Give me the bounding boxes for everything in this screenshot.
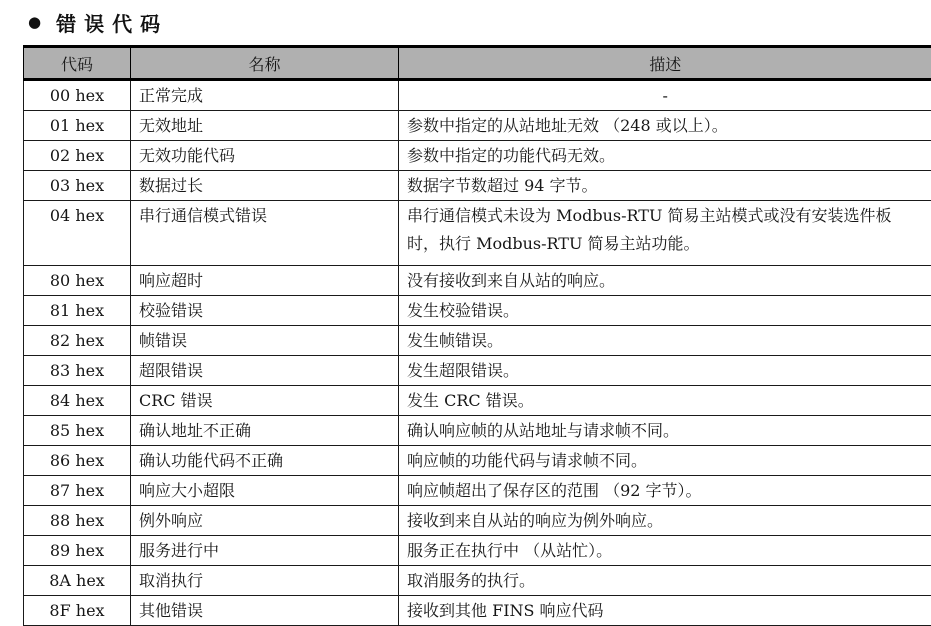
desc-cell: 发生 CRC 错误。 — [399, 386, 931, 416]
name-cell: 取消执行 — [131, 566, 399, 596]
name-cell: 正常完成 — [131, 80, 399, 111]
code-cell: 01 hex — [24, 111, 131, 141]
table-row — [24, 446, 931, 476]
table-row — [24, 476, 931, 506]
name-cell: 确认地址不正确 — [131, 416, 399, 446]
error-code-table — [23, 45, 931, 626]
desc-cell: 发生帧错误。 — [399, 326, 931, 356]
table-header — [24, 47, 931, 80]
name-cell: 数据过长 — [131, 171, 399, 201]
desc-cell: 数据字节数超过 94 字节。 — [399, 171, 931, 201]
header-name: 名称 — [131, 47, 399, 80]
code-cell: 80 hex — [24, 266, 131, 296]
name-cell: 响应超时 — [131, 266, 399, 296]
code-cell: 04 hex — [24, 201, 131, 266]
desc-cell: 串行通信模式未设为 Modbus-RTU 简易主站模式或没有安装选件板时，执行 Modbus-RTU 简易主站功能。 — [399, 201, 931, 266]
code-cell: 03 hex — [24, 171, 131, 201]
desc-cell: 响应帧的功能代码与请求帧不同。 — [399, 446, 931, 476]
table-row — [24, 596, 931, 626]
name-cell: 响应大小超限 — [131, 476, 399, 506]
desc-cell: 取消服务的执行。 — [399, 566, 931, 596]
header-code: 代码 — [24, 47, 131, 80]
bullet-icon: ● — [28, 15, 41, 30]
code-cell: 89 hex — [24, 536, 131, 566]
code-cell: 8F hex — [24, 596, 131, 626]
code-cell: 02 hex — [24, 141, 131, 171]
section-title — [28, 8, 168, 37]
desc-cell: - — [399, 80, 931, 111]
desc-cell: 发生校验错误。 — [399, 296, 931, 326]
table-row — [24, 141, 931, 171]
desc-cell: 确认响应帧的从站地址与请求帧不同。 — [399, 416, 931, 446]
page-title: 错误代码 — [56, 8, 168, 37]
table-row — [24, 536, 931, 566]
name-cell: 服务进行中 — [131, 536, 399, 566]
code-cell: 82 hex — [24, 326, 131, 356]
table-row — [24, 506, 931, 536]
code-cell: 00 hex — [24, 80, 131, 111]
name-cell: 其他错误 — [131, 596, 399, 626]
table-row — [24, 356, 931, 386]
code-cell: 86 hex — [24, 446, 131, 476]
name-cell: 无效地址 — [131, 111, 399, 141]
table-row — [24, 171, 931, 201]
table-row — [24, 326, 931, 356]
code-cell: 87 hex — [24, 476, 131, 506]
desc-cell: 接收到其他 FINS 响应代码 — [399, 596, 931, 626]
table-row — [24, 566, 931, 596]
name-cell: 确认功能代码不正确 — [131, 446, 399, 476]
desc-cell: 响应帧超出了保存区的范围 （92 字节）。 — [399, 476, 931, 506]
table-row — [24, 296, 931, 326]
desc-cell: 没有接收到来自从站的响应。 — [399, 266, 931, 296]
desc-cell: 服务正在执行中 （从站忙）。 — [399, 536, 931, 566]
table-row — [24, 416, 931, 446]
table-row — [24, 386, 931, 416]
code-cell: 84 hex — [24, 386, 131, 416]
name-cell: 无效功能代码 — [131, 141, 399, 171]
code-cell: 8A hex — [24, 566, 131, 596]
table-row — [24, 111, 931, 141]
name-cell: 校验错误 — [131, 296, 399, 326]
header-row — [24, 47, 931, 80]
name-cell: 例外响应 — [131, 506, 399, 536]
desc-cell: 参数中指定的从站地址无效 （248 或以上）。 — [399, 111, 931, 141]
code-cell: 81 hex — [24, 296, 131, 326]
desc-cell: 发生超限错误。 — [399, 356, 931, 386]
name-cell: CRC 错误 — [131, 386, 399, 416]
name-cell: 串行通信模式错误 — [131, 201, 399, 266]
name-cell: 帧错误 — [131, 326, 399, 356]
code-cell: 88 hex — [24, 506, 131, 536]
name-cell: 超限错误 — [131, 356, 399, 386]
table-row — [24, 201, 931, 266]
header-desc: 描述 — [399, 47, 931, 80]
code-cell: 85 hex — [24, 416, 131, 446]
table-row — [24, 266, 931, 296]
table-row — [24, 80, 931, 111]
table-body — [24, 80, 931, 626]
code-cell: 83 hex — [24, 356, 131, 386]
desc-cell: 参数中指定的功能代码无效。 — [399, 141, 931, 171]
desc-cell: 接收到来自从站的响应为例外响应。 — [399, 506, 931, 536]
